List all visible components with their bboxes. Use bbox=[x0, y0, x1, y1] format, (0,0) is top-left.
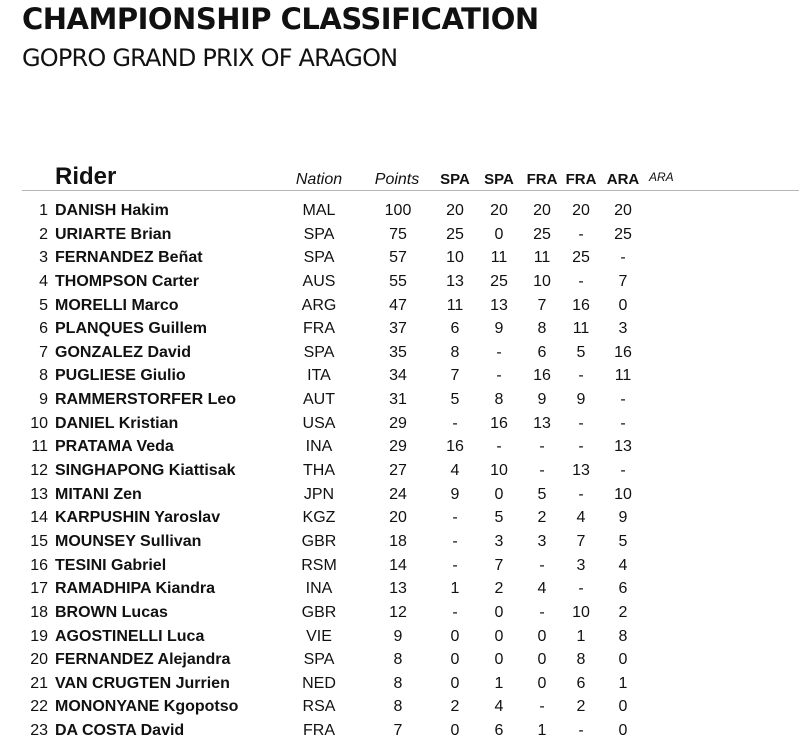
position-cell: 13 bbox=[30, 485, 48, 503]
nation-cell: VIE bbox=[306, 627, 332, 645]
page-subtitle: GOPRO GRAND PRIX OF ARAGON bbox=[22, 44, 398, 72]
race-points-cell: 16 bbox=[446, 438, 464, 456]
position-cell: 21 bbox=[30, 674, 48, 692]
race-points-cell: 1 bbox=[537, 722, 547, 740]
race-points-cell: 6 bbox=[537, 343, 547, 361]
race-points-cell: - bbox=[620, 249, 626, 267]
race-points-cell: 13 bbox=[446, 272, 464, 290]
race-points-cell: 3 bbox=[494, 532, 504, 550]
table-row bbox=[0, 720, 799, 744]
race-points-cell: 9 bbox=[576, 391, 586, 409]
points-cell: 100 bbox=[384, 202, 412, 219]
race-points-cell: - bbox=[578, 485, 584, 503]
race-points-cell: - bbox=[578, 580, 584, 598]
rider-name-cell: AGOSTINELLI Luca bbox=[55, 627, 205, 645]
rider-name-cell: KARPUSHIN Yaroslav bbox=[55, 509, 221, 527]
table-row bbox=[0, 342, 799, 366]
position-cell: 12 bbox=[30, 462, 48, 480]
position-cell: 19 bbox=[30, 627, 48, 645]
rider-name-cell: DA COSTA David bbox=[55, 722, 185, 740]
race-points-cell: 0 bbox=[537, 651, 547, 669]
race-points-cell: 0 bbox=[494, 225, 504, 243]
nation-cell: ITA bbox=[307, 367, 331, 385]
race-points-cell: 0 bbox=[450, 627, 460, 645]
table-row bbox=[0, 555, 799, 579]
header-divider bbox=[22, 190, 799, 191]
race-points-cell: - bbox=[496, 343, 502, 361]
race-points-cell: 25 bbox=[614, 225, 632, 243]
race-points-cell: 0 bbox=[494, 485, 504, 503]
race-points-cell: 0 bbox=[537, 674, 547, 692]
position-cell: 10 bbox=[30, 414, 48, 432]
position-cell: 2 bbox=[39, 225, 48, 243]
points-cell: 35 bbox=[389, 343, 407, 361]
rider-name-cell: RAMADHIPA Kiandra bbox=[55, 580, 216, 598]
position-cell: 9 bbox=[39, 391, 48, 409]
race-points-cell: - bbox=[620, 414, 626, 432]
classification-table bbox=[0, 200, 799, 744]
race-points-cell: 0 bbox=[618, 722, 628, 740]
race-points-cell: - bbox=[452, 532, 458, 550]
page-title: CHAMPIONSHIP CLASSIFICATION bbox=[22, 2, 539, 36]
table-row bbox=[0, 602, 799, 626]
race-points-cell: 4 bbox=[450, 462, 460, 480]
race-points-cell: 11 bbox=[572, 320, 590, 338]
table-row bbox=[0, 460, 799, 484]
table-row bbox=[0, 696, 799, 720]
race-points-cell: - bbox=[620, 391, 626, 409]
race-points-cell: - bbox=[452, 603, 458, 621]
race-points-cell: 11 bbox=[533, 249, 551, 267]
race-points-cell: 6 bbox=[450, 320, 460, 338]
position-cell: 17 bbox=[30, 580, 48, 598]
rider-name-cell: MOUNSEY Sullivan bbox=[55, 532, 202, 550]
position-cell: 4 bbox=[39, 272, 48, 290]
nation-cell: RSA bbox=[302, 698, 336, 716]
points-cell: 37 bbox=[389, 320, 407, 338]
race-points-cell: 9 bbox=[450, 485, 460, 503]
race-points-cell: - bbox=[496, 438, 502, 456]
points-cell: 27 bbox=[389, 462, 407, 480]
race-points-cell: - bbox=[539, 462, 545, 480]
race-points-cell: 9 bbox=[494, 320, 504, 338]
nation-cell: JPN bbox=[303, 485, 335, 503]
points-cell: 31 bbox=[389, 391, 407, 409]
race-points-cell: 8 bbox=[576, 651, 586, 669]
header-nation: Nation bbox=[295, 171, 343, 188]
race-points-cell: - bbox=[539, 698, 545, 716]
race-points-cell: 0 bbox=[618, 651, 628, 669]
nation-cell: SPA bbox=[303, 651, 335, 669]
nation-cell: GBR bbox=[301, 603, 337, 621]
nation-cell: FRA bbox=[303, 320, 335, 338]
race-points-cell: 25 bbox=[533, 225, 551, 243]
race-points-cell: 0 bbox=[450, 722, 460, 740]
rider-name-cell: DANIEL Kristian bbox=[55, 414, 179, 432]
nation-cell: INA bbox=[305, 438, 333, 456]
race-points-cell: 1 bbox=[618, 674, 628, 692]
points-cell: 14 bbox=[389, 556, 407, 574]
points-cell: 8 bbox=[393, 651, 403, 669]
header-points: Points bbox=[374, 171, 420, 188]
race-points-cell: 7 bbox=[537, 296, 547, 314]
race-points-cell: 20 bbox=[614, 202, 632, 219]
table-row bbox=[0, 224, 799, 248]
nation-cell: MAL bbox=[302, 202, 336, 219]
table-row bbox=[0, 318, 799, 342]
table-row bbox=[0, 200, 799, 224]
race-points-cell: 10 bbox=[490, 462, 508, 480]
points-cell: 24 bbox=[389, 485, 407, 503]
nation-cell: KGZ bbox=[302, 509, 336, 527]
points-cell: 55 bbox=[389, 272, 407, 290]
position-cell: 11 bbox=[31, 438, 48, 456]
race-points-cell: 8 bbox=[450, 343, 460, 361]
rider-name-cell: PRATAMA Veda bbox=[55, 438, 174, 456]
race-points-cell: - bbox=[539, 556, 545, 574]
points-cell: 8 bbox=[393, 698, 403, 716]
position-cell: 5 bbox=[39, 296, 48, 314]
race-points-cell: 11 bbox=[614, 367, 632, 385]
table-row bbox=[0, 649, 799, 673]
race-points-cell: 11 bbox=[490, 249, 508, 267]
race-points-cell: 2 bbox=[618, 603, 628, 621]
rider-name-cell: SINGHAPONG Kiattisak bbox=[55, 462, 236, 480]
points-cell: 8 bbox=[393, 674, 403, 692]
position-cell: 8 bbox=[39, 367, 48, 385]
points-cell: 47 bbox=[389, 296, 407, 314]
race-points-cell: 3 bbox=[537, 532, 547, 550]
rider-name-cell: MITANI Zen bbox=[55, 485, 142, 503]
nation-cell: SPA bbox=[303, 343, 335, 361]
rider-name-cell: MORELLI Marco bbox=[55, 296, 179, 314]
table-row bbox=[0, 271, 799, 295]
rider-name-cell: URIARTE Brian bbox=[55, 225, 172, 243]
header-rider: Rider bbox=[55, 163, 117, 190]
race-points-cell: - bbox=[578, 225, 584, 243]
position-cell: 16 bbox=[30, 556, 48, 574]
position-cell: 7 bbox=[39, 343, 48, 361]
table-row bbox=[0, 436, 799, 460]
table-row bbox=[0, 484, 799, 508]
race-points-cell: 2 bbox=[576, 698, 586, 716]
table-row bbox=[0, 389, 799, 413]
header-race-4: FRA bbox=[565, 171, 597, 188]
race-points-cell: - bbox=[578, 414, 584, 432]
rider-name-cell: PLANQUES Guillem bbox=[55, 320, 208, 338]
race-points-cell: - bbox=[452, 556, 458, 574]
points-cell: 7 bbox=[393, 722, 403, 740]
rider-name-cell: VAN CRUGTEN Jurrien bbox=[55, 674, 230, 692]
race-points-cell: 3 bbox=[618, 320, 628, 338]
race-points-cell: 5 bbox=[450, 391, 460, 409]
position-cell: 6 bbox=[39, 320, 48, 338]
race-points-cell: 10 bbox=[533, 272, 551, 290]
race-points-cell: 8 bbox=[618, 627, 628, 645]
race-points-cell: 6 bbox=[576, 674, 586, 692]
race-points-cell: 0 bbox=[494, 651, 504, 669]
nation-cell: ARG bbox=[301, 296, 337, 314]
race-points-cell: 5 bbox=[576, 343, 586, 361]
race-points-cell: 25 bbox=[490, 272, 508, 290]
table-row bbox=[0, 673, 799, 697]
race-points-cell: 0 bbox=[494, 603, 504, 621]
position-cell: 3 bbox=[39, 249, 48, 267]
race-points-cell: - bbox=[452, 414, 458, 432]
race-points-cell: 7 bbox=[450, 367, 460, 385]
race-points-cell: - bbox=[496, 367, 502, 385]
header-race-extra: ARA bbox=[649, 170, 674, 184]
rider-name-cell: BROWN Lucas bbox=[55, 603, 168, 621]
nation-cell: USA bbox=[302, 414, 336, 432]
table-row bbox=[0, 507, 799, 531]
race-points-cell: 25 bbox=[572, 249, 590, 267]
race-points-cell: 20 bbox=[446, 202, 464, 219]
position-cell: 20 bbox=[30, 651, 48, 669]
race-points-cell: - bbox=[578, 722, 584, 740]
points-cell: 57 bbox=[389, 249, 407, 267]
race-points-cell: 9 bbox=[537, 391, 547, 409]
points-cell: 75 bbox=[389, 225, 407, 243]
race-points-cell: 0 bbox=[618, 698, 628, 716]
race-points-cell: 5 bbox=[494, 509, 504, 527]
header-race-1: SPA bbox=[440, 171, 470, 188]
rider-name-cell: PUGLIESE Giulio bbox=[55, 367, 186, 385]
header-race-3: FRA bbox=[526, 171, 558, 188]
points-cell: 34 bbox=[389, 367, 407, 385]
points-cell: 29 bbox=[389, 414, 407, 432]
race-points-cell: 0 bbox=[450, 674, 460, 692]
nation-cell: SPA bbox=[303, 225, 335, 243]
rider-name-cell: FERNANDEZ Alejandra bbox=[55, 651, 231, 669]
race-points-cell: 0 bbox=[618, 296, 628, 314]
position-cell: 1 bbox=[39, 202, 48, 219]
race-points-cell: - bbox=[578, 438, 584, 456]
race-points-cell: 0 bbox=[450, 651, 460, 669]
race-points-cell: 13 bbox=[614, 438, 632, 456]
race-points-cell: 9 bbox=[618, 509, 628, 527]
points-cell: 29 bbox=[389, 438, 407, 456]
table-row bbox=[0, 626, 799, 650]
nation-cell: THA bbox=[303, 462, 335, 480]
header-race-5: ARA bbox=[606, 171, 640, 188]
race-points-cell: 13 bbox=[572, 462, 590, 480]
race-points-cell: - bbox=[578, 272, 584, 290]
race-points-cell: 20 bbox=[490, 202, 508, 219]
table-row bbox=[0, 295, 799, 319]
race-points-cell: 7 bbox=[494, 556, 504, 574]
race-points-cell: 20 bbox=[533, 202, 551, 219]
rider-name-cell: GONZALEZ David bbox=[55, 343, 192, 361]
table-row bbox=[0, 413, 799, 437]
race-points-cell: 5 bbox=[537, 485, 547, 503]
race-points-cell: - bbox=[620, 462, 626, 480]
race-points-cell: 16 bbox=[572, 296, 590, 314]
race-points-cell: 4 bbox=[576, 509, 586, 527]
race-points-cell: 2 bbox=[494, 580, 504, 598]
rider-name-cell: THOMPSON Carter bbox=[55, 272, 200, 290]
race-points-cell: - bbox=[539, 603, 545, 621]
points-cell: 12 bbox=[389, 603, 407, 621]
race-points-cell: - bbox=[578, 367, 584, 385]
position-cell: 14 bbox=[30, 509, 48, 527]
race-points-cell: 5 bbox=[618, 532, 628, 550]
race-points-cell: 13 bbox=[533, 414, 551, 432]
race-points-cell: 20 bbox=[572, 202, 590, 219]
position-cell: 15 bbox=[30, 532, 48, 550]
table-row bbox=[0, 247, 799, 271]
rider-name-cell: MONONYANE Kgopotso bbox=[55, 698, 239, 716]
race-points-cell: 4 bbox=[494, 698, 504, 716]
nation-cell: RSM bbox=[301, 556, 337, 574]
points-cell: 20 bbox=[389, 509, 407, 527]
race-points-cell: 2 bbox=[537, 509, 547, 527]
position-cell: 22 bbox=[30, 698, 48, 716]
points-cell: 18 bbox=[389, 532, 407, 550]
table-header bbox=[0, 160, 799, 192]
race-points-cell: 10 bbox=[614, 485, 632, 503]
race-points-cell: 8 bbox=[494, 391, 504, 409]
rider-name-cell: FERNANDEZ Beñat bbox=[55, 249, 203, 267]
race-points-cell: 16 bbox=[490, 414, 508, 432]
race-points-cell: 1 bbox=[494, 674, 504, 692]
race-points-cell: - bbox=[539, 438, 545, 456]
race-points-cell: 3 bbox=[576, 556, 586, 574]
nation-cell: NED bbox=[302, 674, 336, 692]
race-points-cell: 8 bbox=[537, 320, 547, 338]
race-points-cell: 11 bbox=[446, 296, 464, 314]
race-points-cell: 10 bbox=[446, 249, 464, 267]
race-points-cell: 2 bbox=[450, 698, 460, 716]
race-points-cell: 13 bbox=[490, 296, 508, 314]
race-points-cell: 6 bbox=[618, 580, 628, 598]
race-points-cell: 7 bbox=[618, 272, 628, 290]
race-points-cell: 10 bbox=[572, 603, 590, 621]
race-points-cell: 7 bbox=[576, 532, 586, 550]
nation-cell: FRA bbox=[303, 722, 335, 740]
rider-name-cell: RAMMERSTORFER Leo bbox=[55, 391, 237, 409]
nation-cell: SPA bbox=[303, 249, 335, 267]
rider-name-cell: TESINI Gabriel bbox=[55, 556, 167, 574]
race-points-cell: - bbox=[452, 509, 458, 527]
race-points-cell: 0 bbox=[537, 627, 547, 645]
race-points-cell: 4 bbox=[618, 556, 628, 574]
race-points-cell: 1 bbox=[450, 580, 460, 598]
header-race-2: SPA bbox=[484, 171, 514, 188]
nation-cell: AUS bbox=[302, 272, 336, 290]
race-points-cell: 16 bbox=[614, 343, 632, 361]
race-points-cell: 1 bbox=[576, 627, 586, 645]
race-points-cell: 6 bbox=[494, 722, 504, 740]
nation-cell: GBR bbox=[301, 532, 337, 550]
position-cell: 23 bbox=[30, 722, 48, 740]
race-points-cell: 4 bbox=[537, 580, 547, 598]
table-row bbox=[0, 531, 799, 555]
nation-cell: INA bbox=[305, 580, 333, 598]
points-cell: 13 bbox=[389, 580, 407, 598]
points-cell: 9 bbox=[393, 627, 403, 645]
table-row bbox=[0, 578, 799, 602]
rider-name-cell: DANISH Hakim bbox=[55, 202, 169, 219]
race-points-cell: 16 bbox=[533, 367, 551, 385]
table-row bbox=[0, 365, 799, 389]
race-points-cell: 0 bbox=[494, 627, 504, 645]
nation-cell: AUT bbox=[303, 391, 335, 409]
position-cell: 18 bbox=[30, 603, 48, 621]
race-points-cell: 25 bbox=[446, 225, 464, 243]
